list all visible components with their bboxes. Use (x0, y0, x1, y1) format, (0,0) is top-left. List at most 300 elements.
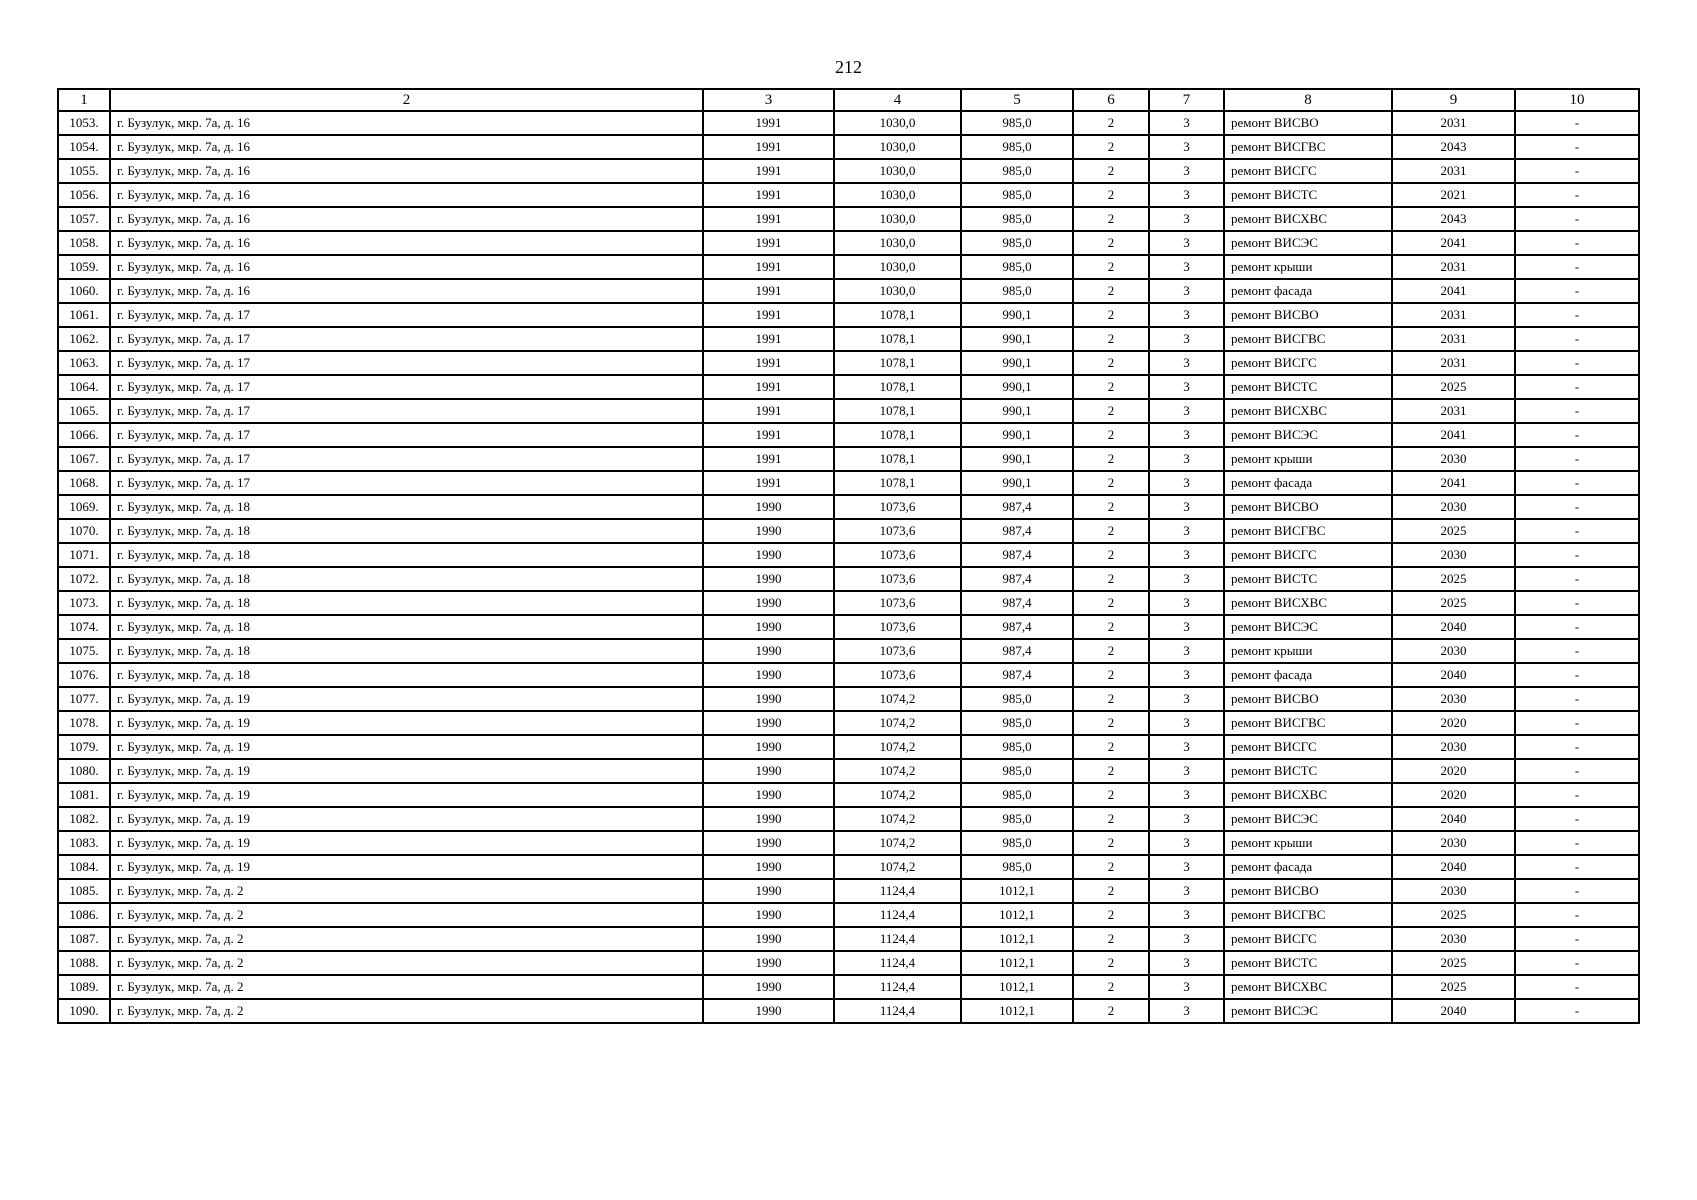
work-type-cell: ремонт ВИСГС (1224, 159, 1392, 183)
entrances-cell: 3 (1149, 423, 1224, 447)
planned-year-cell: 2041 (1392, 471, 1515, 495)
work-type-cell: ремонт ВИСЭС (1224, 423, 1392, 447)
floors-cell: 2 (1073, 231, 1149, 255)
address-cell: г. Бузулук, мкр. 7а, д. 19 (110, 687, 703, 711)
note-cell: - (1515, 591, 1639, 615)
column-number: 7 (1149, 89, 1224, 111)
row-index-cell: 1077. (58, 687, 110, 711)
row-index-cell: 1067. (58, 447, 110, 471)
work-type-cell: ремонт фасада (1224, 471, 1392, 495)
total-area-cell: 1124,4 (834, 879, 961, 903)
note-cell: - (1515, 735, 1639, 759)
row-index-cell: 1085. (58, 879, 110, 903)
year-built-cell: 1991 (703, 303, 834, 327)
address-cell: г. Бузулук, мкр. 7а, д. 2 (110, 927, 703, 951)
address-cell: г. Бузулук, мкр. 7а, д. 19 (110, 735, 703, 759)
entrances-cell: 3 (1149, 519, 1224, 543)
address-cell: г. Бузулук, мкр. 7а, д. 18 (110, 663, 703, 687)
year-built-cell: 1991 (703, 351, 834, 375)
note-cell: - (1515, 303, 1639, 327)
note-cell: - (1515, 327, 1639, 351)
entrances-cell: 3 (1149, 471, 1224, 495)
year-built-cell: 1990 (703, 855, 834, 879)
address-cell: г. Бузулук, мкр. 7а, д. 17 (110, 375, 703, 399)
year-built-cell: 1991 (703, 471, 834, 495)
work-type-cell: ремонт ВИСВО (1224, 495, 1392, 519)
floors-cell: 2 (1073, 399, 1149, 423)
row-index-cell: 1076. (58, 663, 110, 687)
table-body (58, 89, 1639, 1023)
planned-year-cell: 2025 (1392, 567, 1515, 591)
floors-cell: 2 (1073, 471, 1149, 495)
address-cell: г. Бузулук, мкр. 7а, д. 19 (110, 759, 703, 783)
table-row (58, 567, 1639, 591)
note-cell: - (1515, 231, 1639, 255)
planned-year-cell: 2040 (1392, 615, 1515, 639)
year-built-cell: 1990 (703, 951, 834, 975)
work-type-cell: ремонт ВИСТС (1224, 183, 1392, 207)
planned-year-cell: 2025 (1392, 951, 1515, 975)
table-row (58, 255, 1639, 279)
column-number: 1 (58, 89, 110, 111)
row-index-cell: 1061. (58, 303, 110, 327)
year-built-cell: 1991 (703, 327, 834, 351)
total-area-cell: 1078,1 (834, 447, 961, 471)
entrances-cell: 3 (1149, 735, 1224, 759)
note-cell: - (1515, 663, 1639, 687)
floors-cell: 2 (1073, 975, 1149, 999)
entrances-cell: 3 (1149, 687, 1224, 711)
floors-cell: 2 (1073, 111, 1149, 135)
year-built-cell: 1990 (703, 687, 834, 711)
note-cell: - (1515, 639, 1639, 663)
address-cell: г. Бузулук, мкр. 7а, д. 17 (110, 399, 703, 423)
row-index-cell: 1062. (58, 327, 110, 351)
work-type-cell: ремонт ВИСГВС (1224, 519, 1392, 543)
planned-year-cell: 2031 (1392, 399, 1515, 423)
entrances-cell: 3 (1149, 951, 1224, 975)
address-cell: г. Бузулук, мкр. 7а, д. 17 (110, 351, 703, 375)
address-cell: г. Бузулук, мкр. 7а, д. 17 (110, 471, 703, 495)
total-area-cell: 1124,4 (834, 903, 961, 927)
table-row (58, 231, 1639, 255)
entrances-cell: 3 (1149, 303, 1224, 327)
year-built-cell: 1990 (703, 927, 834, 951)
planned-year-cell: 2030 (1392, 639, 1515, 663)
total-area-cell: 1078,1 (834, 351, 961, 375)
living-area-cell: 985,0 (961, 183, 1073, 207)
work-type-cell: ремонт фасада (1224, 279, 1392, 303)
total-area-cell: 1074,2 (834, 807, 961, 831)
floors-cell: 2 (1073, 591, 1149, 615)
work-type-cell: ремонт фасада (1224, 855, 1392, 879)
work-type-cell: ремонт ВИСГВС (1224, 711, 1392, 735)
living-area-cell: 990,1 (961, 375, 1073, 399)
year-built-cell: 1990 (703, 807, 834, 831)
total-area-cell: 1078,1 (834, 471, 961, 495)
entrances-cell: 3 (1149, 567, 1224, 591)
note-cell: - (1515, 159, 1639, 183)
table-row (58, 639, 1639, 663)
table-row (58, 471, 1639, 495)
planned-year-cell: 2025 (1392, 519, 1515, 543)
year-built-cell: 1990 (703, 831, 834, 855)
year-built-cell: 1990 (703, 591, 834, 615)
note-cell: - (1515, 279, 1639, 303)
living-area-cell: 1012,1 (961, 927, 1073, 951)
note-cell: - (1515, 759, 1639, 783)
row-index-cell: 1070. (58, 519, 110, 543)
living-area-cell: 987,4 (961, 567, 1073, 591)
total-area-cell: 1124,4 (834, 975, 961, 999)
address-cell: г. Бузулук, мкр. 7а, д. 16 (110, 255, 703, 279)
floors-cell: 2 (1073, 279, 1149, 303)
note-cell: - (1515, 807, 1639, 831)
year-built-cell: 1990 (703, 615, 834, 639)
total-area-cell: 1073,6 (834, 567, 961, 591)
entrances-cell: 3 (1149, 903, 1224, 927)
living-area-cell: 987,4 (961, 519, 1073, 543)
living-area-cell: 990,1 (961, 327, 1073, 351)
total-area-cell: 1073,6 (834, 543, 961, 567)
note-cell: - (1515, 855, 1639, 879)
work-type-cell: ремонт ВИСЭС (1224, 615, 1392, 639)
note-cell: - (1515, 903, 1639, 927)
planned-year-cell: 2040 (1392, 999, 1515, 1023)
planned-year-cell: 2025 (1392, 375, 1515, 399)
living-area-cell: 990,1 (961, 303, 1073, 327)
floors-cell: 2 (1073, 807, 1149, 831)
address-cell: г. Бузулук, мкр. 7а, д. 17 (110, 423, 703, 447)
table-row (58, 183, 1639, 207)
year-built-cell: 1990 (703, 903, 834, 927)
year-built-cell: 1991 (703, 159, 834, 183)
planned-year-cell: 2031 (1392, 351, 1515, 375)
year-built-cell: 1990 (703, 519, 834, 543)
address-cell: г. Бузулук, мкр. 7а, д. 2 (110, 879, 703, 903)
row-index-cell: 1089. (58, 975, 110, 999)
year-built-cell: 1990 (703, 711, 834, 735)
row-index-cell: 1057. (58, 207, 110, 231)
note-cell: - (1515, 375, 1639, 399)
row-index-cell: 1068. (58, 471, 110, 495)
year-built-cell: 1991 (703, 447, 834, 471)
table-row (58, 807, 1639, 831)
living-area-cell: 1012,1 (961, 903, 1073, 927)
row-index-cell: 1079. (58, 735, 110, 759)
year-built-cell: 1991 (703, 231, 834, 255)
planned-year-cell: 2020 (1392, 783, 1515, 807)
floors-cell: 2 (1073, 135, 1149, 159)
address-cell: г. Бузулук, мкр. 7а, д. 2 (110, 975, 703, 999)
living-area-cell: 1012,1 (961, 879, 1073, 903)
floors-cell: 2 (1073, 735, 1149, 759)
planned-year-cell: 2025 (1392, 591, 1515, 615)
address-cell: г. Бузулук, мкр. 7а, д. 16 (110, 183, 703, 207)
note-cell: - (1515, 831, 1639, 855)
entrances-cell: 3 (1149, 279, 1224, 303)
address-cell: г. Бузулук, мкр. 7а, д. 19 (110, 831, 703, 855)
work-type-cell: ремонт ВИСГС (1224, 927, 1392, 951)
row-index-cell: 1056. (58, 183, 110, 207)
year-built-cell: 1990 (703, 783, 834, 807)
floors-cell: 2 (1073, 903, 1149, 927)
address-cell: г. Бузулук, мкр. 7а, д. 18 (110, 591, 703, 615)
floors-cell: 2 (1073, 351, 1149, 375)
address-cell: г. Бузулук, мкр. 7а, д. 17 (110, 303, 703, 327)
note-cell: - (1515, 615, 1639, 639)
entrances-cell: 3 (1149, 639, 1224, 663)
note-cell: - (1515, 351, 1639, 375)
note-cell: - (1515, 975, 1639, 999)
table-row (58, 135, 1639, 159)
entrances-cell: 3 (1149, 543, 1224, 567)
year-built-cell: 1991 (703, 207, 834, 231)
year-built-cell: 1990 (703, 879, 834, 903)
entrances-cell: 3 (1149, 183, 1224, 207)
work-type-cell: ремонт ВИСХВС (1224, 207, 1392, 231)
registry-table (57, 88, 1640, 1024)
table-row (58, 543, 1639, 567)
planned-year-cell: 2031 (1392, 159, 1515, 183)
planned-year-cell: 2041 (1392, 231, 1515, 255)
living-area-cell: 987,4 (961, 639, 1073, 663)
table-row (58, 855, 1639, 879)
table-row (58, 951, 1639, 975)
floors-cell: 2 (1073, 999, 1149, 1023)
floors-cell: 2 (1073, 927, 1149, 951)
entrances-cell: 3 (1149, 591, 1224, 615)
row-index-cell: 1054. (58, 135, 110, 159)
year-built-cell: 1990 (703, 543, 834, 567)
work-type-cell: ремонт ВИСТС (1224, 951, 1392, 975)
year-built-cell: 1990 (703, 975, 834, 999)
row-index-cell: 1058. (58, 231, 110, 255)
floors-cell: 2 (1073, 159, 1149, 183)
entrances-cell: 3 (1149, 927, 1224, 951)
row-index-cell: 1083. (58, 831, 110, 855)
note-cell: - (1515, 927, 1639, 951)
entrances-cell: 3 (1149, 879, 1224, 903)
entrances-cell: 3 (1149, 759, 1224, 783)
living-area-cell: 990,1 (961, 447, 1073, 471)
planned-year-cell: 2030 (1392, 831, 1515, 855)
table-row (58, 927, 1639, 951)
year-built-cell: 1991 (703, 183, 834, 207)
entrances-cell: 3 (1149, 495, 1224, 519)
total-area-cell: 1073,6 (834, 663, 961, 687)
work-type-cell: ремонт ВИСГС (1224, 735, 1392, 759)
address-cell: г. Бузулук, мкр. 7а, д. 19 (110, 855, 703, 879)
address-cell: г. Бузулук, мкр. 7а, д. 16 (110, 159, 703, 183)
planned-year-cell: 2043 (1392, 207, 1515, 231)
planned-year-cell: 2030 (1392, 879, 1515, 903)
entrances-cell: 3 (1149, 255, 1224, 279)
total-area-cell: 1078,1 (834, 399, 961, 423)
total-area-cell: 1030,0 (834, 111, 961, 135)
column-number: 10 (1515, 89, 1639, 111)
table-row (58, 759, 1639, 783)
entrances-cell: 3 (1149, 399, 1224, 423)
table-row (58, 687, 1639, 711)
floors-cell: 2 (1073, 855, 1149, 879)
living-area-cell: 985,0 (961, 855, 1073, 879)
floors-cell: 2 (1073, 495, 1149, 519)
year-built-cell: 1990 (703, 759, 834, 783)
floors-cell: 2 (1073, 543, 1149, 567)
entrances-cell: 3 (1149, 351, 1224, 375)
address-cell: г. Бузулук, мкр. 7а, д. 19 (110, 711, 703, 735)
living-area-cell: 990,1 (961, 399, 1073, 423)
planned-year-cell: 2030 (1392, 543, 1515, 567)
entrances-cell: 3 (1149, 159, 1224, 183)
entrances-cell: 3 (1149, 327, 1224, 351)
table-row (58, 303, 1639, 327)
row-index-cell: 1082. (58, 807, 110, 831)
planned-year-cell: 2031 (1392, 327, 1515, 351)
entrances-cell: 3 (1149, 135, 1224, 159)
entrances-cell: 3 (1149, 663, 1224, 687)
address-cell: г. Бузулук, мкр. 7а, д. 2 (110, 999, 703, 1023)
living-area-cell: 985,0 (961, 831, 1073, 855)
column-number: 4 (834, 89, 961, 111)
table-row (58, 423, 1639, 447)
work-type-cell: ремонт крыши (1224, 639, 1392, 663)
column-number: 8 (1224, 89, 1392, 111)
total-area-cell: 1074,2 (834, 759, 961, 783)
note-cell: - (1515, 399, 1639, 423)
total-area-cell: 1074,2 (834, 855, 961, 879)
total-area-cell: 1030,0 (834, 255, 961, 279)
work-type-cell: ремонт фасада (1224, 663, 1392, 687)
row-index-cell: 1080. (58, 759, 110, 783)
living-area-cell: 987,4 (961, 663, 1073, 687)
work-type-cell: ремонт ВИСГС (1224, 543, 1392, 567)
total-area-cell: 1124,4 (834, 999, 961, 1023)
table-row (58, 711, 1639, 735)
work-type-cell: ремонт ВИСТС (1224, 375, 1392, 399)
living-area-cell: 985,0 (961, 159, 1073, 183)
note-cell: - (1515, 111, 1639, 135)
note-cell: - (1515, 495, 1639, 519)
address-cell: г. Бузулук, мкр. 7а, д. 18 (110, 615, 703, 639)
living-area-cell: 987,4 (961, 495, 1073, 519)
total-area-cell: 1030,0 (834, 207, 961, 231)
work-type-cell: ремонт ВИСХВС (1224, 399, 1392, 423)
year-built-cell: 1991 (703, 111, 834, 135)
table-row (58, 351, 1639, 375)
address-cell: г. Бузулук, мкр. 7а, д. 19 (110, 783, 703, 807)
row-index-cell: 1053. (58, 111, 110, 135)
table-row (58, 903, 1639, 927)
living-area-cell: 985,0 (961, 783, 1073, 807)
table-row (58, 663, 1639, 687)
column-number: 3 (703, 89, 834, 111)
entrances-cell: 3 (1149, 447, 1224, 471)
floors-cell: 2 (1073, 183, 1149, 207)
floors-cell: 2 (1073, 447, 1149, 471)
living-area-cell: 985,0 (961, 207, 1073, 231)
table-row (58, 999, 1639, 1023)
entrances-cell: 3 (1149, 807, 1224, 831)
planned-year-cell: 2030 (1392, 927, 1515, 951)
row-index-cell: 1074. (58, 615, 110, 639)
entrances-cell: 3 (1149, 615, 1224, 639)
year-built-cell: 1991 (703, 135, 834, 159)
living-area-cell: 985,0 (961, 687, 1073, 711)
address-cell: г. Бузулук, мкр. 7а, д. 2 (110, 951, 703, 975)
planned-year-cell: 2021 (1392, 183, 1515, 207)
total-area-cell: 1030,0 (834, 231, 961, 255)
living-area-cell: 990,1 (961, 423, 1073, 447)
note-cell: - (1515, 999, 1639, 1023)
planned-year-cell: 2040 (1392, 855, 1515, 879)
work-type-cell: ремонт ВИСТС (1224, 759, 1392, 783)
work-type-cell: ремонт ВИСГС (1224, 351, 1392, 375)
row-index-cell: 1063. (58, 351, 110, 375)
entrances-cell: 3 (1149, 711, 1224, 735)
column-number: 6 (1073, 89, 1149, 111)
floors-cell: 2 (1073, 519, 1149, 543)
row-index-cell: 1084. (58, 855, 110, 879)
note-cell: - (1515, 951, 1639, 975)
table-row (58, 159, 1639, 183)
total-area-cell: 1078,1 (834, 423, 961, 447)
note-cell: - (1515, 207, 1639, 231)
planned-year-cell: 2040 (1392, 663, 1515, 687)
year-built-cell: 1990 (703, 495, 834, 519)
address-cell: г. Бузулук, мкр. 7а, д. 16 (110, 231, 703, 255)
living-area-cell: 985,0 (961, 807, 1073, 831)
planned-year-cell: 2031 (1392, 255, 1515, 279)
work-type-cell: ремонт ВИСВО (1224, 687, 1392, 711)
work-type-cell: ремонт ВИСХВС (1224, 591, 1392, 615)
row-index-cell: 1075. (58, 639, 110, 663)
floors-cell: 2 (1073, 615, 1149, 639)
total-area-cell: 1030,0 (834, 279, 961, 303)
address-cell: г. Бузулук, мкр. 7а, д. 17 (110, 447, 703, 471)
year-built-cell: 1991 (703, 279, 834, 303)
address-cell: г. Бузулук, мкр. 7а, д. 19 (110, 807, 703, 831)
planned-year-cell: 2041 (1392, 423, 1515, 447)
address-cell: г. Бузулук, мкр. 7а, д. 16 (110, 111, 703, 135)
total-area-cell: 1078,1 (834, 327, 961, 351)
year-built-cell: 1990 (703, 735, 834, 759)
work-type-cell: ремонт ВИСТС (1224, 567, 1392, 591)
note-cell: - (1515, 543, 1639, 567)
year-built-cell: 1990 (703, 663, 834, 687)
living-area-cell: 1012,1 (961, 975, 1073, 999)
entrances-cell: 3 (1149, 999, 1224, 1023)
row-index-cell: 1071. (58, 543, 110, 567)
total-area-cell: 1073,6 (834, 639, 961, 663)
work-type-cell: ремонт ВИСХВС (1224, 783, 1392, 807)
floors-cell: 2 (1073, 639, 1149, 663)
table-row (58, 879, 1639, 903)
floors-cell: 2 (1073, 207, 1149, 231)
table-row (58, 279, 1639, 303)
floors-cell: 2 (1073, 951, 1149, 975)
planned-year-cell: 2030 (1392, 495, 1515, 519)
table-row (58, 783, 1639, 807)
total-area-cell: 1078,1 (834, 303, 961, 327)
column-number: 5 (961, 89, 1073, 111)
row-index-cell: 1087. (58, 927, 110, 951)
work-type-cell: ремонт ВИСЭС (1224, 999, 1392, 1023)
total-area-cell: 1073,6 (834, 519, 961, 543)
note-cell: - (1515, 783, 1639, 807)
floors-cell: 2 (1073, 879, 1149, 903)
